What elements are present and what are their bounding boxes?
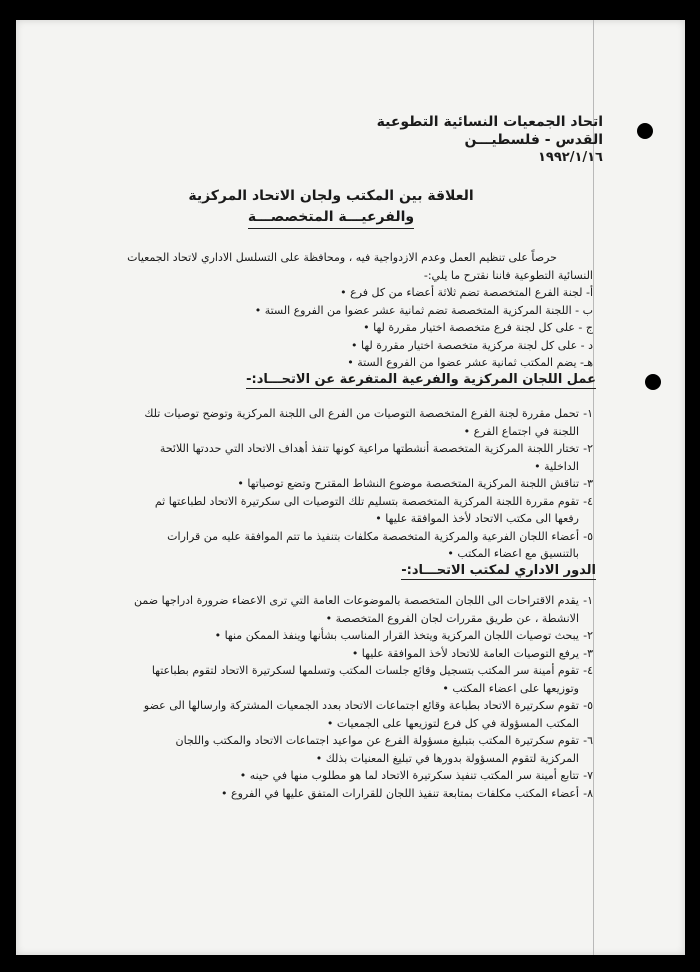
item-text: يرفع التوصيات العامة للاتحاد لأخذ الموافقة عليها •	[351, 646, 579, 660]
item-number: ١-	[583, 407, 593, 420]
item-text: أعضاء المكتب مكلفات بمتابعة تنفيذ اللجان للقرارات المتفق عليها في الفروع •	[221, 786, 579, 800]
item-text: تختار اللجنة المركزية المتخصصة أنشطتها مراعية كونها تنفذ أهداف الاتحاد التي حددتها اللائحة	[159, 442, 579, 455]
item-number: ٤-	[583, 664, 593, 677]
item-continuation: اللجنة في اجتماع الفرع •	[463, 424, 579, 438]
item-text: تناقش اللجنة المركزية المتخصصة موضوع النشاط المقترح وتضع توصياتها •	[237, 477, 579, 490]
list-item	[98, 592, 593, 627]
list-item	[98, 645, 593, 663]
list-item	[98, 697, 593, 732]
item-number: ٥-	[583, 529, 593, 543]
item-number: ٢-	[583, 442, 593, 455]
document-title	[166, 186, 496, 229]
item-number: ٣-	[583, 646, 593, 660]
office-role-list	[98, 592, 593, 802]
section-heading-office-role: الدور الاداري لمكتب الاتحـــاد:-	[401, 563, 596, 578]
intro-continuation: النسائية التطوعية فاننا نقترح ما يلي:-	[423, 268, 593, 282]
item-continuation: الداخلية •	[534, 459, 579, 473]
punch-hole-middle	[645, 374, 661, 390]
item-number: ٧-	[583, 769, 593, 782]
item-continuation: وتوزيعها على اعضاء المكتب •	[442, 681, 579, 695]
list-item	[98, 528, 593, 563]
list-item	[98, 662, 593, 697]
item-number: ١-	[583, 594, 593, 607]
item-continuation: المكتب المسؤولة في كل فرع لتوزيعها على الجمعيات •	[326, 716, 579, 730]
intro-item: ب - اللجنة المركزية المتخصصة تضم ثمانية عشر عضوا من الفروع الستة •	[254, 303, 593, 317]
item-number: ٨-	[583, 786, 593, 800]
item-text: أعضاء اللجان الفرعية والمركزية المتخصصة مكلفات بتنفيذ ما تتم الموافقة عليه من قرارات	[167, 529, 579, 543]
intro-item: هـ- يضم المكتب ثمانية عشر عضوا من الفروع الستة •	[347, 356, 593, 369]
section-heading-committees: عمل اللجان المركزية والفرعية المتفرعة عن الاتحـــاد:-	[246, 372, 596, 387]
list-item	[98, 785, 593, 803]
item-text: يبحث توصيات اللجان المركزية ويتخذ القرار المناسب بشأنها وينفذ الممكن منها •	[214, 629, 579, 642]
document-page	[16, 20, 685, 955]
document-date: ١٩٩٢/١/١٦	[537, 150, 603, 165]
list-item	[98, 475, 593, 493]
intro-item: د - على كل لجنة مركزية متخصصة اختيار مقررة لها •	[351, 338, 593, 352]
item-number: ٣-	[583, 477, 593, 490]
item-text: يقدم الاقتراحات الى اللجان المتخصصة بالموضوعات العامة التي ترى الاعضاء ضرورة ادراجها ضمن	[134, 594, 579, 607]
location: القدس - فلسطيـــن	[464, 132, 603, 148]
item-number: ٤-	[583, 494, 593, 508]
title-line-1: العلاقة بين المكتب ولجان الاتحاد المركزية	[188, 188, 474, 204]
item-number: ٦-	[583, 734, 593, 747]
item-number: ٥-	[583, 699, 593, 712]
organization-name: اتحاد الجمعيات النسائية التطوعية	[376, 114, 603, 130]
title-line-2: والفرعيـــة المتخصصـــة	[248, 207, 414, 229]
intro-item: ج - على كل لجنة فرع متخصصة اختيار مقررة لها •	[363, 321, 593, 334]
letterhead	[377, 113, 603, 167]
item-continuation: بالتنسيق مع اعضاء المكتب •	[447, 547, 579, 560]
item-continuation: المركزية لتقوم المسؤولة بدورها في تبليغ المعنيات بذلك •	[315, 751, 579, 765]
list-item	[98, 627, 593, 645]
item-text: تقوم مقررة اللجنة المركزية المتخصصة بتسليم تلك التوصيات الى سكرتيرة الاتحاد لطباعتها ثم	[154, 494, 579, 508]
list-item	[98, 493, 593, 528]
intro-item: أ- لجنة الفرع المتخصصة تضم ثلاثة أعضاء من كل فرع •	[340, 286, 593, 299]
punch-hole-top	[637, 123, 653, 139]
item-text: تحمل مقررة لجنة الفرع المتخصصة التوصيات من الفرع الى اللجنة المركزية وتوضح توصيات تلك	[144, 407, 579, 420]
list-item	[98, 405, 593, 440]
item-continuation: الانشطة ، عن طريق مقررات لجان الفروع المتخصصة •	[325, 611, 579, 625]
intro-paragraph	[98, 249, 593, 372]
intro-lead: حرصاً على تنظيم العمل وعدم الازدواجية فيه ، ومحافظة على التسلسل الاداري لاتحاد الجمعيات	[127, 251, 557, 264]
list-item	[98, 440, 593, 475]
list-item	[98, 732, 593, 767]
item-number: ٢-	[583, 629, 593, 642]
list-item	[98, 767, 593, 785]
item-text: تقوم أمينة سر المكتب بتسجيل وقائع جلسات المكتب وتسلمها لسكرتيرة الاتحاد لتقوم بطباعتها	[151, 664, 579, 677]
committees-list	[98, 405, 593, 563]
item-continuation: رفعها الى مكتب الاتحاد لأخذ الموافقة عليها •	[375, 512, 579, 525]
item-text: تقوم سكرتيرة المكتب بتبليغ مسؤولة الفرع عن مواعيد اجتماعات الاتحاد والمكتب واللجان	[175, 734, 579, 747]
item-text: تتابع أمينة سر المكتب تنفيذ سكرتيرة الاتحاد لما هو مطلوب منها في حينه •	[239, 769, 579, 782]
item-text: تقوم سكرتيرة الاتحاد بطباعة وقائع اجتماعات الاتحاد بعدد الجمعيات المشتركة وارسالها الى عضو	[143, 699, 579, 712]
